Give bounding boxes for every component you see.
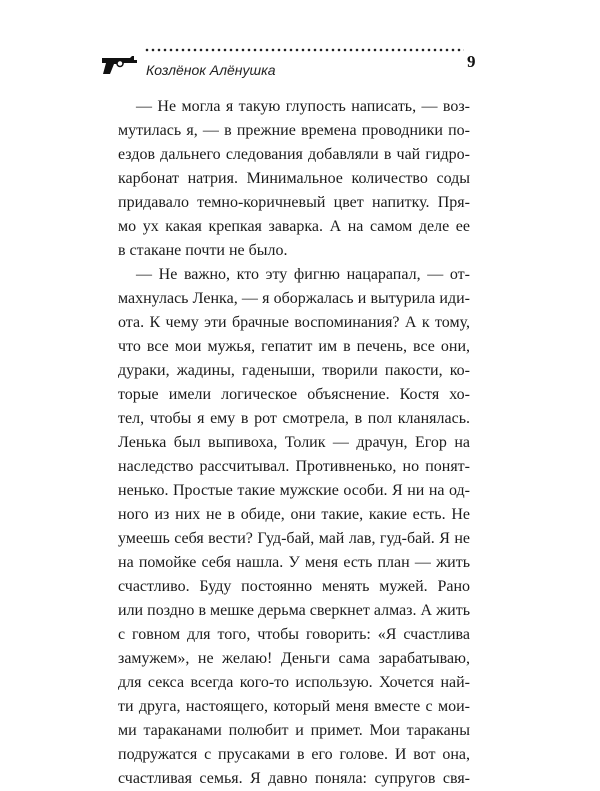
text-line: карбонат натрия. Минимальное количество соды xyxy=(118,170,470,187)
page-number: 9 xyxy=(467,52,476,71)
text-line: дураки, жадины, гаденыши, творили пакости, ко- xyxy=(118,362,470,379)
text-line: мутилась я, — в прежние времена проводники по- xyxy=(118,122,470,139)
text-line: счастливо. Буду постоянно менять мужей. Рано xyxy=(118,578,470,595)
revolver-icon xyxy=(100,54,138,76)
text-line: ота. К чему эти брачные воспоминания? А к тому, xyxy=(118,314,470,331)
text-line: замужем», не желаю! Деньги сама зарабатываю, xyxy=(118,650,470,667)
text-line: мо ух какая крепкая заварка. А на самом деле ее xyxy=(118,218,470,235)
text-line: ми тараканами полюбит и примет. Мои тараканы xyxy=(118,722,470,739)
text-line: для секса всегда кого-то использую. Хочется най- xyxy=(118,674,470,691)
text-line: Ленька был выпивоха, Толик — драчун, Егор на xyxy=(118,434,470,451)
dotted-rule xyxy=(144,48,464,52)
text-line: тел, чтобы я ему в рот смотрела, в пол кланялась. xyxy=(118,410,470,427)
text-line: с говном для того, чтобы говорить: «Я счастлива xyxy=(118,626,470,643)
running-title: Козлёнок Алёнушка xyxy=(146,62,276,78)
text-line: в стакане почти не было. xyxy=(118,242,288,259)
text-line: махнулась Ленка, — я оборжалась и вытурила иди- xyxy=(118,290,470,307)
text-line: подружатся с прусаками в его голове. И вот она, xyxy=(118,746,470,763)
page-header xyxy=(100,42,485,88)
body-text xyxy=(118,95,470,791)
text-line: на помойке себя нашла. У меня есть план — жить xyxy=(118,554,470,571)
text-line: — Не важно, кто эту фигню нацарапал, — от- xyxy=(136,266,470,283)
text-line: торые имели логическое объяснение. Костя хо- xyxy=(118,386,470,403)
text-line: наследство рассчитывал. Противненько, но понят- xyxy=(118,458,470,475)
text-line: — Не могла я такую глупость написать, — воз- xyxy=(136,98,470,115)
text-line: счастливая семья. Я давно поняла: супругов свя- xyxy=(118,770,470,787)
text-line: что все мои мужья, гепатит им в печень, все они, xyxy=(118,338,470,355)
text-line: умеешь себя вести? Гуд-бай, май лав, гуд-бай. Я не xyxy=(118,530,470,547)
text-line: ненько. Простые такие мужские особи. Я ни на од- xyxy=(118,482,470,499)
text-line: или поздно в мешке дерьма сверкнет алмаз. А жить xyxy=(118,602,470,619)
text-line: ного из них не в обиде, они такие, какие есть. Не xyxy=(118,506,470,523)
text-line: ти друга, настоящего, который меня вместе с мои- xyxy=(118,698,470,715)
text-line: ездов дальнего следования добавляли в чай гидро- xyxy=(118,146,470,163)
text-line: придавало темно-коричневый цвет напитку. Пря- xyxy=(118,194,470,211)
